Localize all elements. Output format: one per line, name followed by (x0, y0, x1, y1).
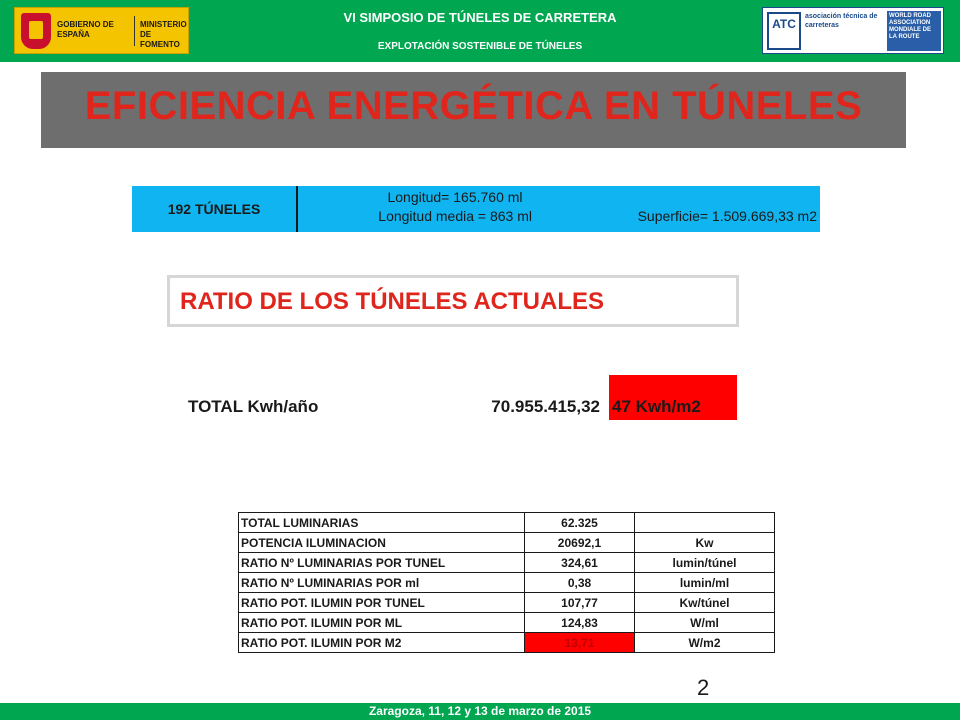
table-row (239, 513, 775, 533)
row-value: 324,61 (525, 553, 635, 573)
table-row (239, 633, 775, 653)
symposium-subtitle: EXPLOTACIÓN SOSTENIBLE DE TÚNELES (377, 41, 583, 52)
logo-divider (134, 16, 135, 46)
title-banner (41, 72, 906, 148)
coat-of-arms-icon (21, 13, 51, 49)
average-length: Longitud media = 863 ml (378, 208, 532, 224)
row-value: 107,77 (525, 593, 635, 613)
atc-logo-text: asociación técnica de carreteras (805, 13, 878, 29)
row-label: RATIO POT. ILUMIN POR M2 (239, 633, 525, 653)
row-label: TOTAL LUMINARIAS (239, 513, 525, 533)
page-number: 2 (697, 675, 710, 700)
surface-area: Superficie= 1.509.669,33 m2 (637, 208, 817, 224)
atc-logo (762, 7, 944, 54)
ratio-heading: RATIO DE LOS TÚNELES ACTUALES (180, 288, 605, 315)
row-value: 20692,1 (525, 533, 635, 553)
ratio-heading-box (167, 275, 739, 327)
gobierno-logo (14, 7, 189, 54)
gobierno-label: GOBIERNO DE ESPAÑA (57, 20, 114, 39)
table-row (239, 533, 775, 553)
total-length: Longitud= 165.760 ml (387, 189, 523, 205)
lighting-table (238, 512, 775, 653)
row-unit: W/ml (635, 613, 775, 633)
row-value: 124,83 (525, 613, 635, 633)
atc-mark-icon: ATC (767, 12, 801, 50)
ministerio-label: MINISTERIO DE FOMENTO (140, 20, 187, 49)
footer-bar (0, 703, 960, 720)
row-unit (635, 513, 775, 533)
row-value: 62.325 (525, 513, 635, 533)
row-label: RATIO Nº LUMINARIAS POR ml (239, 573, 525, 593)
table-row (239, 613, 775, 633)
wra-logo: WORLD ROAD ASSOCIATION MONDIALE DE LA ROUTE (887, 11, 941, 51)
row-label: RATIO Nº LUMINARIAS POR TUNEL (239, 553, 525, 573)
tunnel-info-band (132, 186, 820, 232)
footer-text: Zaragoza, 11, 12 y 13 de marzo de 2015 (368, 704, 592, 718)
table-row (239, 593, 775, 613)
row-value-highlighted: 13,71 (525, 633, 635, 653)
total-per-m2-highlight (609, 375, 737, 420)
symposium-title: VI SIMPOSIO DE TÚNELES DE CARRETERA (343, 10, 617, 25)
row-label: RATIO POT. ILUMIN POR TUNEL (239, 593, 525, 613)
table-row (239, 573, 775, 593)
total-value: 70.955.415,32 (491, 397, 600, 416)
row-value: 0,38 (525, 573, 635, 593)
row-unit: Kw/túnel (635, 593, 775, 613)
header-bar (0, 0, 960, 62)
row-label: POTENCIA ILUMINACION (239, 533, 525, 553)
row-unit: lumin/túnel (635, 553, 775, 573)
row-unit: Kw (635, 533, 775, 553)
row-label: RATIO POT. ILUMIN POR ML (239, 613, 525, 633)
total-per-m2: 47 Kwh/m2 (612, 397, 701, 416)
table-row (239, 553, 775, 573)
slide-title: EFICIENCIA ENERGÉTICA EN TÚNELES (84, 84, 863, 128)
row-unit: lumin/ml (635, 573, 775, 593)
total-label: TOTAL Kwh/año (188, 397, 319, 416)
row-unit: W/m2 (635, 633, 775, 653)
tunnel-count: 192 TÚNELES (132, 186, 298, 232)
